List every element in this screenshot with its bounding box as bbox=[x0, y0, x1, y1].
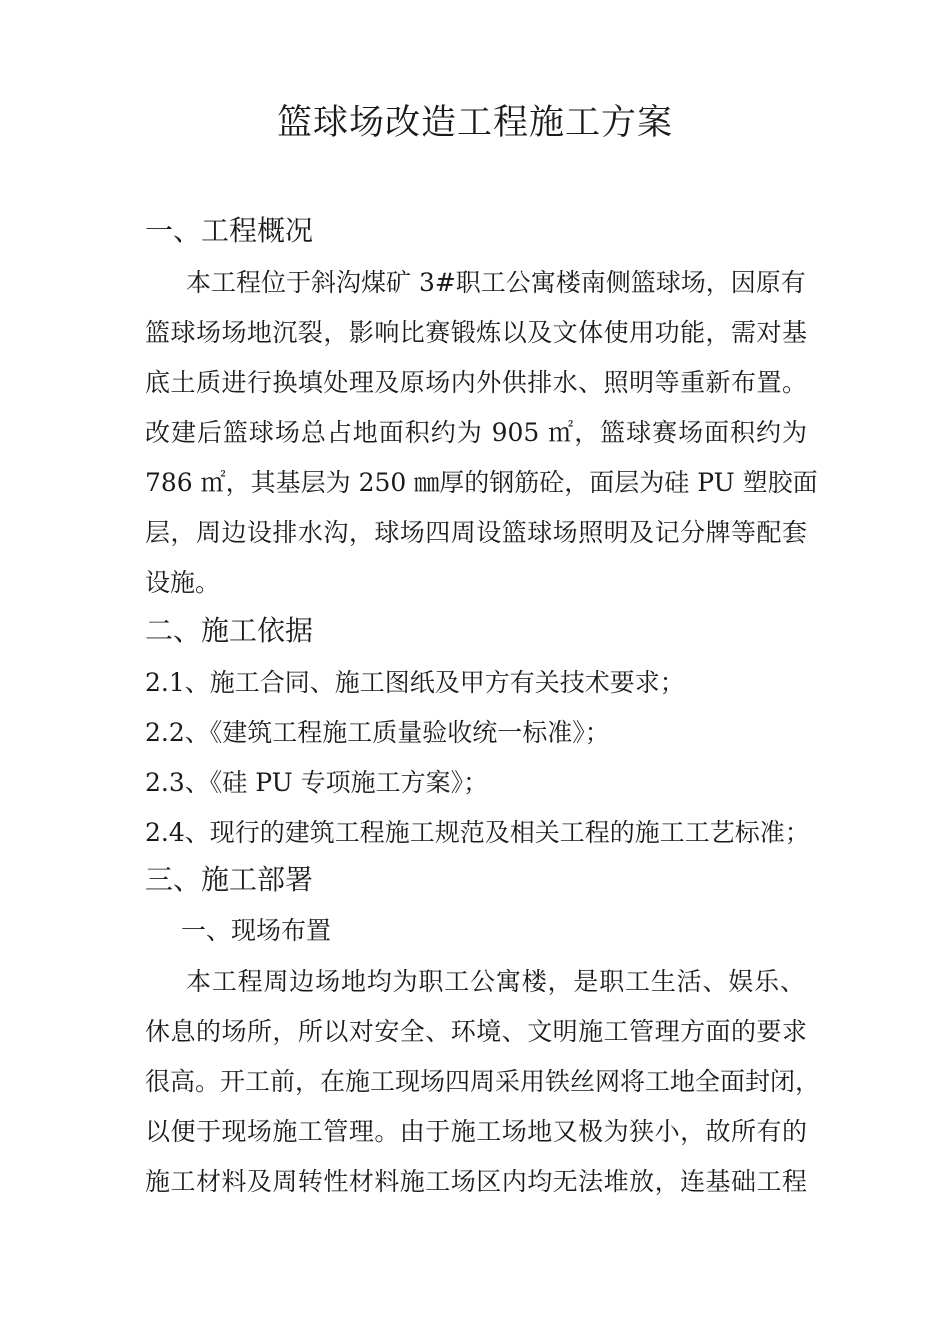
paragraph-line: 以便于现场施工管理。由于施工场地又极为狭小，故所有的 bbox=[145, 1117, 807, 1146]
basis-item: 2.1、施工合同、施工图纸及甲方有关技术要求； bbox=[145, 668, 685, 697]
paragraph-line: 篮球场场地沉裂，影响比赛锻炼以及文体使用功能，需对基 bbox=[145, 318, 807, 347]
section-heading-basis: 二、施工依据 bbox=[145, 614, 314, 647]
paragraph-line: 很高。开工前，在施工现场四周采用铁丝网将工地全面封闭， bbox=[145, 1067, 821, 1096]
document-title: 篮球场改造工程施工方案 bbox=[276, 103, 673, 143]
basis-item: 2.3、《硅 PU 专项施工方案》； bbox=[145, 768, 489, 797]
paragraph-line: 底土质进行换填处理及原场内外供排水、照明等重新布置。 bbox=[145, 368, 807, 397]
paragraph-line: 本工程周边场地均为职工公寓楼，是职工生活、娱乐、 bbox=[186, 967, 805, 996]
paragraph-line: 本工程位于斜沟煤矿 3#职工公寓楼南侧篮球场，因原有 bbox=[186, 268, 806, 297]
paragraph-line: 层，周边设排水沟，球场四周设篮球场照明及记分牌等配套 bbox=[145, 518, 807, 547]
paragraph-line: 施工材料及周转性材料施工场区内均无法堆放，连基础工程 bbox=[145, 1167, 807, 1196]
subsection-heading-site-layout: 一、现场布置 bbox=[181, 916, 332, 945]
basis-item: 2.4、现行的建筑工程施工规范及相关工程的施工工艺标准； bbox=[145, 818, 810, 847]
paragraph-line: 设施。 bbox=[145, 568, 221, 597]
basis-item: 2.2、《建筑工程施工质量验收统一标准》； bbox=[145, 718, 610, 747]
section-heading-overview: 一、工程概况 bbox=[145, 214, 314, 247]
paragraph-line: 休息的场所，所以对安全、环境、文明施工管理方面的要求 bbox=[145, 1017, 807, 1046]
section-heading-deployment: 三、施工部署 bbox=[145, 863, 314, 896]
paragraph-line: 786 ㎡，其基层为 250 ㎜厚的钢筋砼，面层为硅 PU 塑胶面 bbox=[145, 468, 818, 497]
paragraph-line: 改建后篮球场总占地面积约为 905 ㎡，篮球赛场面积约为 bbox=[145, 418, 807, 447]
